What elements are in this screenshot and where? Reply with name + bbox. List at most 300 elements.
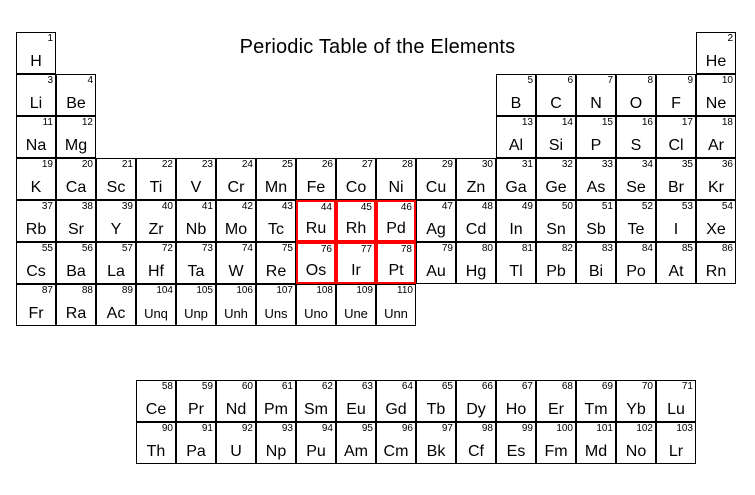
element-atomic-number: 94 bbox=[321, 423, 333, 434]
element-symbol: Tl bbox=[509, 263, 523, 280]
element-atomic-number: 50 bbox=[561, 201, 573, 212]
element-atomic-number: 6 bbox=[567, 75, 573, 86]
element-atomic-number: 13 bbox=[521, 117, 533, 128]
element-atomic-number: 89 bbox=[121, 285, 133, 296]
element-atomic-number: 7 bbox=[607, 75, 613, 86]
element-symbol: Rh bbox=[345, 220, 367, 237]
element-atomic-number: 47 bbox=[441, 201, 453, 212]
element-cell-ti[interactable] bbox=[136, 158, 176, 200]
element-cell-s[interactable] bbox=[616, 116, 656, 158]
element-atomic-number: 105 bbox=[196, 285, 213, 296]
element-atomic-number: 44 bbox=[320, 202, 332, 213]
element-atomic-number: 97 bbox=[441, 423, 453, 434]
element-cell-as[interactable] bbox=[576, 158, 616, 200]
element-symbol: Ir bbox=[351, 262, 361, 279]
element-symbol: Re bbox=[265, 263, 287, 280]
element-atomic-number: 76 bbox=[320, 244, 332, 255]
element-symbol: Y bbox=[110, 221, 122, 238]
element-symbol: Tb bbox=[426, 401, 446, 418]
element-symbol: Pd bbox=[386, 220, 406, 237]
element-cell-cs[interactable] bbox=[16, 242, 56, 284]
element-atomic-number: 57 bbox=[121, 243, 133, 254]
element-symbol: F bbox=[671, 95, 681, 112]
element-symbol: Mg bbox=[64, 137, 88, 154]
element-atomic-number: 54 bbox=[721, 201, 733, 212]
element-atomic-number: 85 bbox=[681, 243, 693, 254]
element-atomic-number: 80 bbox=[481, 243, 493, 254]
element-cell-une[interactable] bbox=[336, 284, 376, 326]
element-atomic-number: 69 bbox=[601, 381, 613, 392]
element-cell-in[interactable] bbox=[496, 200, 536, 242]
element-atomic-number: 83 bbox=[601, 243, 613, 254]
element-symbol: Ge bbox=[545, 179, 567, 196]
element-atomic-number: 90 bbox=[161, 423, 173, 434]
element-atomic-number: 46 bbox=[400, 202, 412, 213]
element-cell-li[interactable] bbox=[16, 74, 56, 116]
element-cell-h[interactable] bbox=[16, 32, 56, 74]
element-symbol: Bk bbox=[426, 443, 446, 460]
element-symbol: Zr bbox=[148, 221, 164, 238]
element-cell-al[interactable] bbox=[496, 116, 536, 158]
element-atomic-number: 41 bbox=[201, 201, 213, 212]
element-symbol: Se bbox=[626, 179, 646, 196]
page-title: Periodic Table of the Elements bbox=[239, 36, 516, 58]
element-cell-gd[interactable] bbox=[376, 380, 416, 422]
element-atomic-number: 22 bbox=[161, 159, 173, 170]
element-atomic-number: 63 bbox=[361, 381, 373, 392]
element-symbol: Unq bbox=[144, 306, 168, 321]
element-atomic-number: 51 bbox=[601, 201, 613, 212]
element-atomic-number: 75 bbox=[281, 243, 293, 254]
element-atomic-number: 18 bbox=[721, 117, 733, 128]
element-atomic-number: 98 bbox=[481, 423, 493, 434]
element-cell-ga[interactable] bbox=[496, 158, 536, 200]
element-cell-ta[interactable] bbox=[176, 242, 216, 284]
element-cell-nb[interactable] bbox=[176, 200, 216, 242]
element-symbol: B bbox=[510, 95, 522, 112]
element-symbol: Hg bbox=[465, 263, 487, 280]
element-symbol: Ag bbox=[426, 221, 446, 238]
element-cell-na[interactable] bbox=[16, 116, 56, 158]
element-cell-cr[interactable] bbox=[216, 158, 256, 200]
element-atomic-number: 70 bbox=[641, 381, 653, 392]
element-cell-o[interactable] bbox=[616, 74, 656, 116]
element-atomic-number: 32 bbox=[561, 159, 573, 170]
element-atomic-number: 16 bbox=[641, 117, 653, 128]
element-atomic-number: 24 bbox=[241, 159, 253, 170]
element-atomic-number: 9 bbox=[687, 75, 693, 86]
element-atomic-number: 67 bbox=[521, 381, 533, 392]
element-atomic-number: 11 bbox=[42, 117, 53, 128]
element-atomic-number: 101 bbox=[596, 423, 613, 434]
element-atomic-number: 72 bbox=[161, 243, 173, 254]
element-cell-la[interactable] bbox=[96, 242, 136, 284]
element-atomic-number: 23 bbox=[201, 159, 213, 170]
element-symbol: Sc bbox=[106, 179, 126, 196]
element-symbol: K bbox=[30, 179, 42, 196]
element-cell-mn[interactable] bbox=[256, 158, 296, 200]
element-symbol: Os bbox=[305, 262, 327, 279]
element-atomic-number: 29 bbox=[441, 159, 453, 170]
element-cell-zn[interactable] bbox=[456, 158, 496, 200]
element-cell-cd[interactable] bbox=[456, 200, 496, 242]
element-atomic-number: 14 bbox=[561, 117, 573, 128]
element-atomic-number: 59 bbox=[201, 381, 213, 392]
element-atomic-number: 56 bbox=[81, 243, 93, 254]
element-atomic-number: 19 bbox=[41, 159, 53, 170]
element-atomic-number: 52 bbox=[641, 201, 653, 212]
element-cell-y[interactable] bbox=[96, 200, 136, 242]
element-cell-sc[interactable] bbox=[96, 158, 136, 200]
element-cell-sm[interactable] bbox=[296, 380, 336, 422]
element-atomic-number: 82 bbox=[561, 243, 573, 254]
element-cell-mg[interactable] bbox=[56, 116, 96, 158]
element-atomic-number: 61 bbox=[281, 381, 293, 392]
element-cell-u[interactable] bbox=[216, 422, 256, 464]
element-cell-f[interactable] bbox=[656, 74, 696, 116]
element-atomic-number: 71 bbox=[681, 381, 693, 392]
element-cell-c[interactable] bbox=[536, 74, 576, 116]
element-cell-si[interactable] bbox=[536, 116, 576, 158]
element-cell-he[interactable] bbox=[696, 32, 736, 74]
element-cell-ca[interactable] bbox=[56, 158, 96, 200]
element-symbol: Yb bbox=[626, 401, 646, 418]
element-cell-unn[interactable] bbox=[376, 284, 416, 326]
element-cell-co[interactable] bbox=[336, 158, 376, 200]
element-cell-os[interactable] bbox=[296, 242, 336, 284]
element-cell-hg[interactable] bbox=[456, 242, 496, 284]
element-symbol: Ta bbox=[187, 263, 205, 280]
element-cell-ni[interactable] bbox=[376, 158, 416, 200]
element-atomic-number: 100 bbox=[556, 423, 573, 434]
element-cell-ba[interactable] bbox=[56, 242, 96, 284]
element-atomic-number: 102 bbox=[636, 423, 653, 434]
element-cell-th[interactable] bbox=[136, 422, 176, 464]
element-atomic-number: 38 bbox=[81, 201, 93, 212]
element-symbol: S bbox=[630, 137, 642, 154]
element-cell-ne[interactable] bbox=[696, 74, 736, 116]
element-cell-kr[interactable] bbox=[696, 158, 736, 200]
element-symbol: N bbox=[590, 95, 602, 112]
element-atomic-number: 3 bbox=[47, 75, 53, 86]
element-symbol: O bbox=[629, 95, 643, 112]
element-symbol: Uns bbox=[264, 306, 288, 321]
element-cell-ac[interactable] bbox=[96, 284, 136, 326]
element-symbol: Ga bbox=[505, 179, 527, 196]
element-cell-au[interactable] bbox=[416, 242, 456, 284]
element-symbol: Unn bbox=[384, 306, 408, 321]
element-symbol: Cr bbox=[227, 179, 245, 196]
element-symbol: Pu bbox=[306, 443, 326, 460]
element-cell-np[interactable] bbox=[256, 422, 296, 464]
element-atomic-number: 87 bbox=[41, 285, 53, 296]
element-cell-cf[interactable] bbox=[456, 422, 496, 464]
element-symbol: Co bbox=[345, 179, 367, 196]
element-cell-po[interactable] bbox=[616, 242, 656, 284]
element-atomic-number: 31 bbox=[521, 159, 533, 170]
element-cell-pm[interactable] bbox=[256, 380, 296, 422]
element-symbol: Cd bbox=[465, 221, 487, 238]
element-symbol: Rn bbox=[705, 263, 727, 280]
element-cell-fr[interactable] bbox=[16, 284, 56, 326]
element-cell-eu[interactable] bbox=[336, 380, 376, 422]
element-symbol: Gd bbox=[385, 401, 407, 418]
element-cell-ar[interactable] bbox=[696, 116, 736, 158]
element-cell-tm[interactable] bbox=[576, 380, 616, 422]
element-atomic-number: 68 bbox=[561, 381, 573, 392]
element-atomic-number: 42 bbox=[241, 201, 253, 212]
element-cell-pd[interactable] bbox=[376, 200, 416, 242]
element-atomic-number: 66 bbox=[481, 381, 493, 392]
element-symbol: Br bbox=[668, 179, 684, 196]
element-cell-sn[interactable] bbox=[536, 200, 576, 242]
element-cell-pt[interactable] bbox=[376, 242, 416, 284]
element-atomic-number: 92 bbox=[241, 423, 253, 434]
element-symbol: Cf bbox=[468, 443, 484, 460]
element-symbol: In bbox=[509, 221, 523, 238]
element-atomic-number: 33 bbox=[601, 159, 613, 170]
element-atomic-number: 109 bbox=[356, 285, 373, 296]
element-symbol: Eu bbox=[346, 401, 366, 418]
element-symbol: Ru bbox=[305, 220, 327, 237]
element-symbol: Zn bbox=[466, 179, 486, 196]
element-atomic-number: 26 bbox=[321, 159, 333, 170]
element-symbol: Fe bbox=[306, 179, 326, 196]
element-symbol: Rb bbox=[25, 221, 47, 238]
element-atomic-number: 49 bbox=[521, 201, 533, 212]
element-atomic-number: 106 bbox=[236, 285, 253, 296]
element-symbol: Pr bbox=[188, 401, 204, 418]
element-symbol: Er bbox=[548, 401, 564, 418]
element-symbol: Unh bbox=[224, 306, 248, 321]
element-atomic-number: 108 bbox=[316, 285, 333, 296]
element-symbol: Th bbox=[146, 443, 166, 460]
element-symbol: P bbox=[590, 137, 602, 154]
element-atomic-number: 37 bbox=[41, 201, 53, 212]
element-symbol: Fm bbox=[544, 443, 568, 460]
element-atomic-number: 10 bbox=[721, 75, 733, 86]
element-cell-se[interactable] bbox=[616, 158, 656, 200]
element-symbol: Bi bbox=[588, 263, 604, 280]
element-cell-bi[interactable] bbox=[576, 242, 616, 284]
element-symbol: Lr bbox=[668, 443, 684, 460]
element-cell-zr[interactable] bbox=[136, 200, 176, 242]
element-atomic-number: 84 bbox=[641, 243, 653, 254]
element-atomic-number: 62 bbox=[321, 381, 333, 392]
element-cell-unh[interactable] bbox=[216, 284, 256, 326]
element-cell-rn[interactable] bbox=[696, 242, 736, 284]
element-atomic-number: 30 bbox=[481, 159, 493, 170]
element-atomic-number: 86 bbox=[721, 243, 733, 254]
element-cell-pb[interactable] bbox=[536, 242, 576, 284]
element-cell-cl[interactable] bbox=[656, 116, 696, 158]
element-symbol: Ba bbox=[66, 263, 86, 280]
element-symbol: Une bbox=[344, 306, 368, 321]
element-atomic-number: 65 bbox=[441, 381, 453, 392]
element-cell-cm[interactable] bbox=[376, 422, 416, 464]
element-symbol: Te bbox=[627, 221, 645, 238]
element-atomic-number: 110 bbox=[397, 285, 413, 296]
element-symbol: Np bbox=[265, 443, 287, 460]
element-atomic-number: 99 bbox=[521, 423, 533, 434]
element-cell-unq[interactable] bbox=[136, 284, 176, 326]
element-cell-be[interactable] bbox=[56, 74, 96, 116]
element-cell-ho[interactable] bbox=[496, 380, 536, 422]
element-atomic-number: 40 bbox=[161, 201, 173, 212]
element-symbol: Cs bbox=[26, 263, 46, 280]
element-symbol: Po bbox=[626, 263, 646, 280]
element-symbol: Pa bbox=[186, 443, 206, 460]
element-atomic-number: 88 bbox=[81, 285, 93, 296]
element-atomic-number: 1 bbox=[47, 33, 53, 44]
element-symbol: Ti bbox=[149, 179, 163, 196]
element-symbol: Xe bbox=[706, 221, 726, 238]
element-symbol: Ho bbox=[505, 401, 527, 418]
element-cell-p[interactable] bbox=[576, 116, 616, 158]
element-cell-bk[interactable] bbox=[416, 422, 456, 464]
element-cell-n[interactable] bbox=[576, 74, 616, 116]
element-cell-ce[interactable] bbox=[136, 380, 176, 422]
element-cell-w[interactable] bbox=[216, 242, 256, 284]
element-atomic-number: 93 bbox=[281, 423, 293, 434]
element-symbol: Al bbox=[508, 137, 524, 154]
element-atomic-number: 104 bbox=[156, 285, 173, 296]
element-cell-fe[interactable] bbox=[296, 158, 336, 200]
element-atomic-number: 43 bbox=[281, 201, 293, 212]
element-symbol: Hf bbox=[148, 263, 164, 280]
element-symbol: Na bbox=[25, 137, 47, 154]
element-cell-v[interactable] bbox=[176, 158, 216, 200]
element-cell-tb[interactable] bbox=[416, 380, 456, 422]
element-symbol: Ca bbox=[65, 179, 87, 196]
element-cell-cu[interactable] bbox=[416, 158, 456, 200]
element-symbol: Dy bbox=[466, 401, 486, 418]
element-symbol: Kr bbox=[708, 179, 724, 196]
element-symbol: Ra bbox=[65, 305, 87, 322]
element-symbol: Sn bbox=[546, 221, 566, 238]
element-cell-yb[interactable] bbox=[616, 380, 656, 422]
element-cell-re[interactable] bbox=[256, 242, 296, 284]
element-symbol: Pt bbox=[388, 262, 404, 279]
element-symbol: Ni bbox=[388, 179, 404, 196]
element-cell-at[interactable] bbox=[656, 242, 696, 284]
element-atomic-number: 15 bbox=[601, 117, 613, 128]
element-symbol: He bbox=[705, 53, 727, 70]
element-symbol: Lu bbox=[667, 401, 685, 418]
element-cell-ag[interactable] bbox=[416, 200, 456, 242]
element-cell-ra[interactable] bbox=[56, 284, 96, 326]
element-cell-lu[interactable] bbox=[656, 380, 696, 422]
element-atomic-number: 20 bbox=[81, 159, 93, 170]
element-cell-rb[interactable] bbox=[16, 200, 56, 242]
element-cell-sb[interactable] bbox=[576, 200, 616, 242]
element-cell-am[interactable] bbox=[336, 422, 376, 464]
element-symbol: Cm bbox=[383, 443, 409, 460]
element-atomic-number: 12 bbox=[81, 117, 93, 128]
element-atomic-number: 91 bbox=[201, 423, 213, 434]
element-atomic-number: 107 bbox=[276, 285, 293, 296]
element-symbol: Pm bbox=[264, 401, 288, 418]
element-cell-uno[interactable] bbox=[296, 284, 336, 326]
element-cell-pr[interactable] bbox=[176, 380, 216, 422]
element-cell-sr[interactable] bbox=[56, 200, 96, 242]
element-cell-unp[interactable] bbox=[176, 284, 216, 326]
element-cell-k[interactable] bbox=[16, 158, 56, 200]
element-symbol: Sr bbox=[68, 221, 84, 238]
element-symbol: Si bbox=[548, 137, 564, 154]
element-atomic-number: 4 bbox=[87, 75, 93, 86]
element-cell-dy[interactable] bbox=[456, 380, 496, 422]
element-atomic-number: 36 bbox=[721, 159, 733, 170]
element-cell-rh[interactable] bbox=[336, 200, 376, 242]
element-cell-er[interactable] bbox=[536, 380, 576, 422]
element-symbol: Nd bbox=[225, 401, 247, 418]
element-symbol: C bbox=[550, 95, 562, 112]
element-symbol: Ar bbox=[708, 137, 724, 154]
element-cell-ge[interactable] bbox=[536, 158, 576, 200]
element-symbol: La bbox=[107, 263, 125, 280]
element-cell-mo[interactable] bbox=[216, 200, 256, 242]
element-atomic-number: 2 bbox=[727, 33, 733, 44]
element-cell-tl[interactable] bbox=[496, 242, 536, 284]
element-cell-tc[interactable] bbox=[256, 200, 296, 242]
element-atomic-number: 95 bbox=[361, 423, 373, 434]
element-symbol: Mn bbox=[264, 179, 288, 196]
element-atomic-number: 64 bbox=[401, 381, 413, 392]
element-cell-no[interactable] bbox=[616, 422, 656, 464]
element-atomic-number: 53 bbox=[681, 201, 693, 212]
element-cell-br[interactable] bbox=[656, 158, 696, 200]
element-symbol: H bbox=[30, 53, 42, 70]
element-atomic-number: 21 bbox=[121, 159, 133, 170]
element-cell-i[interactable] bbox=[656, 200, 696, 242]
element-symbol: Es bbox=[506, 443, 526, 460]
element-symbol: As bbox=[586, 179, 606, 196]
element-atomic-number: 73 bbox=[201, 243, 213, 254]
element-cell-es[interactable] bbox=[496, 422, 536, 464]
element-cell-ir[interactable] bbox=[336, 242, 376, 284]
element-symbol: W bbox=[228, 263, 244, 280]
element-atomic-number: 35 bbox=[681, 159, 693, 170]
element-symbol: V bbox=[190, 179, 202, 196]
element-cell-lr[interactable] bbox=[656, 422, 696, 464]
element-cell-nd[interactable] bbox=[216, 380, 256, 422]
element-cell-ru[interactable] bbox=[296, 200, 336, 242]
element-cell-pa[interactable] bbox=[176, 422, 216, 464]
element-atomic-number: 78 bbox=[400, 244, 412, 255]
element-atomic-number: 45 bbox=[360, 202, 372, 213]
element-atomic-number: 96 bbox=[401, 423, 413, 434]
element-atomic-number: 77 bbox=[360, 244, 372, 255]
element-cell-pu[interactable] bbox=[296, 422, 336, 464]
element-symbol: Sb bbox=[586, 221, 606, 238]
element-symbol: Au bbox=[426, 263, 446, 280]
element-symbol: Li bbox=[29, 95, 43, 112]
element-symbol: Ac bbox=[106, 305, 126, 322]
element-symbol: At bbox=[668, 263, 684, 280]
element-cell-xe[interactable] bbox=[696, 200, 736, 242]
element-symbol: Nb bbox=[185, 221, 207, 238]
element-cell-uns[interactable] bbox=[256, 284, 296, 326]
element-cell-fm[interactable] bbox=[536, 422, 576, 464]
element-cell-md[interactable] bbox=[576, 422, 616, 464]
element-symbol: Unp bbox=[184, 306, 208, 321]
element-atomic-number: 60 bbox=[241, 381, 253, 392]
element-cell-te[interactable] bbox=[616, 200, 656, 242]
element-cell-b[interactable] bbox=[496, 74, 536, 116]
element-cell-hf[interactable] bbox=[136, 242, 176, 284]
element-atomic-number: 74 bbox=[241, 243, 253, 254]
